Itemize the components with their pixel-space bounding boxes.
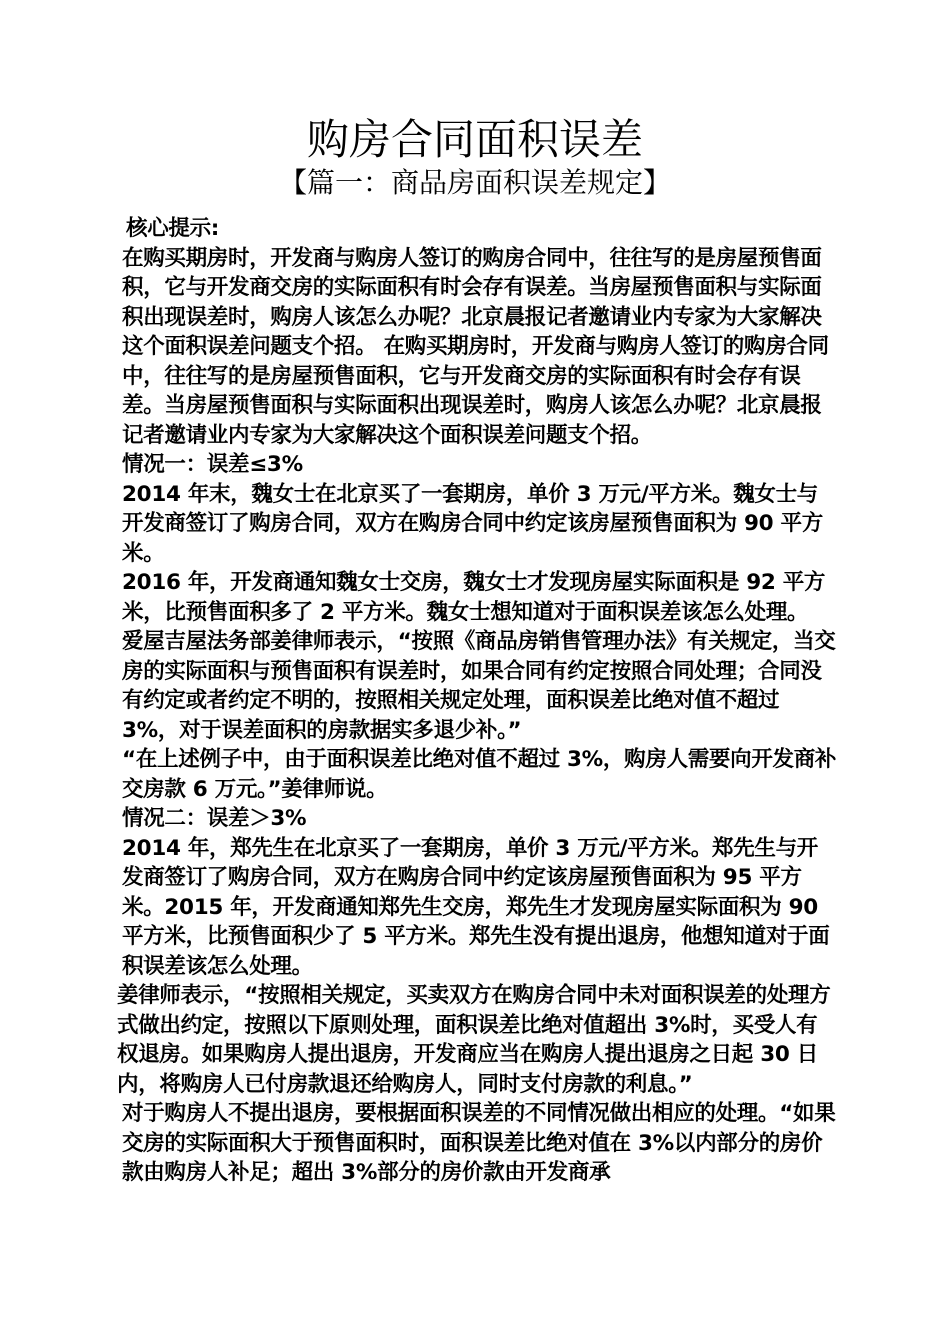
paragraph-lawyer-refund: 姜律师表示，“按照相关规定，买卖双方在购房合同中未对面积误差的处理方式做出约定，按照以下原则处理，面积误差比绝对值超出 3%时，买受人有权退房。如果购房人提出退房，开发商应当在购房人提出退房之日起 30 日内，将购房人已付房款退还给购房人，同时支付房款的利息。” <box>117 983 831 1097</box>
paragraph-case-one-delivery: 2016 年，开发商通知魏女士交房，魏女士才发现房屋实际面积是 92 平方米，比预售面积多了 2 平方米。魏女士想知道对于面积误差该怎么处理。 <box>122 570 826 625</box>
paragraph-case-two-purchase: 2014 年，郑先生在北京买了一套期房，单价 3 万元/平方米。郑先生与开发商签订了购房合同，双方在购房合同中约定该房屋预售面积为 95 平方米。2015 年，开发商通知郑先生交房，郑先生才发现房屋实际面积为 90 平方米，比预售面积少了 5 平方米。郑先生没有提出退房，他想知道对于面积误差该怎么处理。 <box>122 835 830 979</box>
paragraph-no-refund: 对于购房人不提出退房，要根据面积误差的不同情况做出相应的处理。“如果交房的实际面积大于预售面积时，面积误差比绝对值在 3%以内部分的房价款由购房人补足；超出 3%部分的房价款由开发商承 <box>122 1101 836 1185</box>
paragraph-intro: 在购买期房时，开发商与购房人签订的购房合同中，往往写的是房屋预售面积，它与开发商交房的实际面积有时会存有误差。当房屋预售面积与实际面积出现误差时，购房人该怎么办呢？北京晨报记者邀请业内专家为大家解决这个面积误差问题支个招。 在购买期房时，开发商与购房人签订的购房合同中，往往写的是房屋预售面积，它与开发商交房的实际面积有时会存有误差。当房屋预售面积与实际面积出现误差时，购房人该怎么办呢？北京晨报记者邀请业内专家为大家解决这个面积误差问题支个招。 <box>122 245 829 448</box>
heading-case-one: 情况一：误差≤3% <box>122 452 303 477</box>
paragraph-lawyer-example: “在上述例子中，由于面积误差比绝对值不超过 3%，购房人需要向开发商补交房款 6 万元。”姜律师说。 <box>122 747 837 802</box>
heading-case-two: 情况二：误差＞3% <box>122 806 307 831</box>
paragraph-case-one-purchase: 2014 年末，魏女士在北京买了一套期房，单价 3 万元/平方米。魏女士与开发商签订了购房合同，双方在购房合同中约定该房屋预售面积为 90 平方米。 <box>122 481 823 566</box>
paragraph-lawyer-rule: 爱屋吉屋法务部姜律师表示，“按照《商品房销售管理办法》有关规定，当交房的实际面积与预售面积有误差时，如果合同有约定按照合同处理；合同没有约定或者约定不明的，按照相关规定处理，面积误差比绝对值不超过 3%，对于误差面积的房款据实多退少补。” <box>122 629 836 743</box>
document-title: 购房合同面积误差 <box>306 115 643 164</box>
document-subtitle: 【篇一：商品房面积误差规定】 <box>278 166 671 199</box>
paragraph-core-hint: 核心提示: <box>126 216 220 241</box>
document-body <box>117 214 837 1188</box>
